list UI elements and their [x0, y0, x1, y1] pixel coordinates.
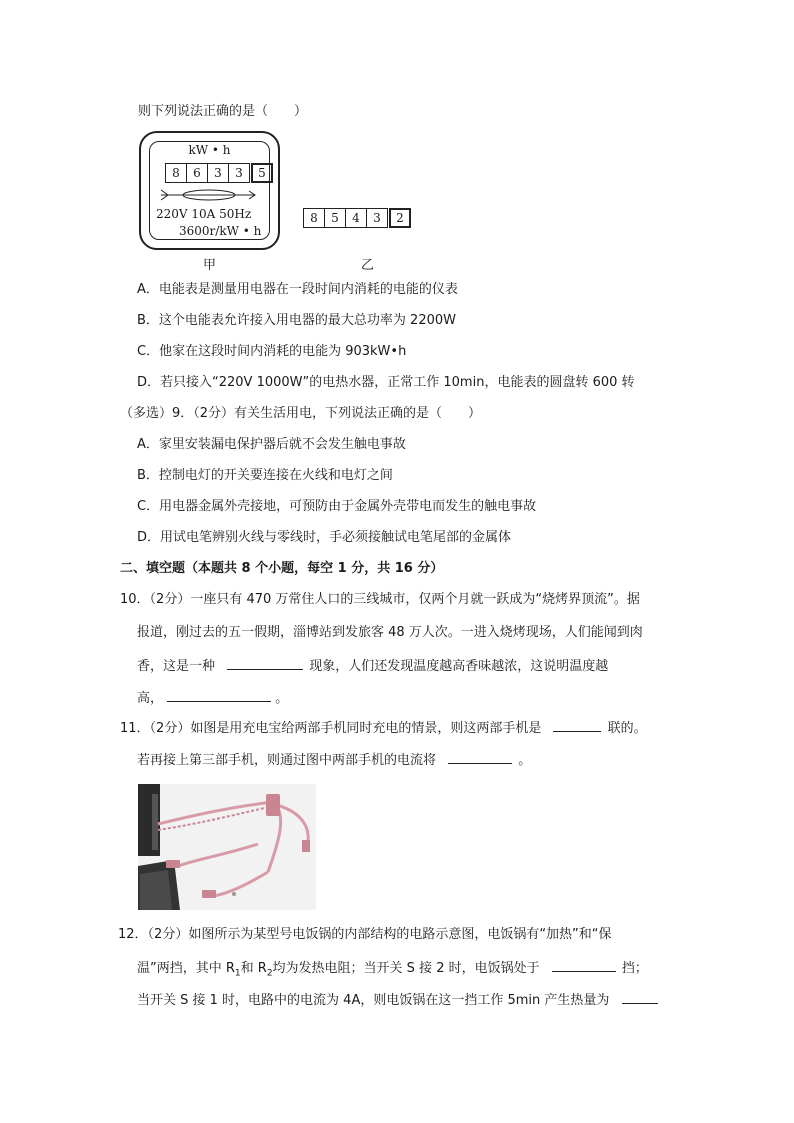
- meter-digit: 8: [303, 208, 325, 228]
- answer-blank[interactable]: [553, 718, 601, 732]
- q11-line-2: [137, 750, 531, 770]
- meter-jia-digits: [166, 163, 273, 183]
- q12-line-2-text-d: 挡；: [621, 961, 648, 976]
- q8-option-c: C．他家在这段时间内消耗的电能为 903kW•h: [137, 344, 407, 359]
- q9-stem: （多选）9．（2分）有关生活用电，下列说法正确的是（ ）: [120, 406, 482, 421]
- meter-digit: 3: [228, 163, 250, 183]
- q12-line-3-text: 当开关 S 接 1 时，电路中的电流为 4A，则电饭锅在这一挡工作 5min 产生热量为: [137, 993, 610, 1008]
- answer-blank[interactable]: [622, 990, 658, 1004]
- q8-option-d: D．若只接入“220V 1000W”的电热水器，正常工作 10min，电能表的圆盘转 600 转: [137, 375, 635, 390]
- meter-disc-arrow-icon: [159, 187, 259, 203]
- q9-option-a: A．家里安装漏电保护器后就不会发生触电事故: [137, 437, 406, 452]
- q9-option-b: B．控制电灯的开关要连接在火线和电灯之间: [137, 468, 393, 483]
- q10-line-3-text-a: 香，这是一种: [137, 659, 216, 674]
- q11-line-1: [120, 718, 647, 738]
- q10-line-4-text-b: 。: [275, 691, 289, 706]
- q12-line-2-text-b: 和 R: [240, 961, 267, 976]
- meter-spec-voltage: 220V 10A 50Hz: [156, 207, 252, 221]
- q10-line-2: 报道，刚过去的五一假期，淄博站到发旅客 48 万人次。一进入烧烤现场，人们能闻到肉: [137, 625, 643, 640]
- q12-line-2-text-a: 温”两挡，其中 R: [137, 961, 235, 976]
- meter-digit: 3: [366, 208, 388, 228]
- meter-digit: 3: [207, 163, 229, 183]
- subscript-1: 1: [234, 968, 241, 979]
- q11-line-1-text-a: 11．（2分）如图是用充电宝给两部手机同时充电的情景，则这两部手机是: [120, 721, 542, 736]
- q10-line-4: [137, 688, 288, 708]
- q12-line-3: [137, 990, 658, 1010]
- q10-line-4-text-a: 高，: [137, 691, 164, 706]
- answer-blank[interactable]: [552, 958, 616, 972]
- answer-blank[interactable]: [448, 750, 512, 764]
- answer-blank[interactable]: [227, 656, 303, 670]
- electric-meter-yi: [304, 208, 411, 228]
- q8-option-b: B．这个电能表允许接入用电器的最大总功率为 2200W: [137, 313, 456, 328]
- q8-stem-tail: 则下列说法正确的是（ ）: [138, 104, 308, 119]
- q8-option-a: A．电能表是测量用电器在一段时间内消耗的电能的仪表: [137, 282, 458, 297]
- meter-unit-label: kW • h: [188, 143, 231, 157]
- q10-line-3: [137, 656, 608, 676]
- q11-line-2-text-b: 。: [518, 753, 532, 768]
- q11-line-1-text-b: 联的。: [607, 721, 647, 736]
- meter-digit: 4: [345, 208, 367, 228]
- q9-option-d: D．用试电笔辨别火线与零线时，手必须接触试电笔尾部的金属体: [137, 530, 512, 545]
- meter-yi-caption: 乙: [361, 258, 375, 273]
- subscript-2: 2: [266, 968, 273, 979]
- power-bank-charging-photo: [138, 784, 316, 910]
- electric-meter-jia: [139, 131, 280, 250]
- meter-jia-caption: 甲: [203, 258, 217, 273]
- answer-blank[interactable]: [167, 688, 271, 702]
- meter-digit-decimal: 2: [389, 208, 411, 228]
- q11-line-2-text-a: 若再接上第三部手机，则通过图中两部手机的电流将: [137, 753, 437, 768]
- meter-digit: 8: [165, 163, 187, 183]
- q10-line-3-text-b: 现象，人们还发现温度越高香味越浓，这说明温度越: [309, 659, 609, 674]
- q9-option-c: C．用电器金属外壳接地，可预防由于金属外壳带电而发生的触电事故: [137, 499, 537, 514]
- meter-spec-revolutions: 3600r/kW • h: [179, 224, 262, 238]
- meter-digit: 6: [186, 163, 208, 183]
- section-heading-fill-blank: 二、填空题（本题共 8 个小题，每空 1 分，共 16 分）: [120, 561, 444, 576]
- meter-digit: 5: [324, 208, 346, 228]
- q10-line-1: 10．（2分）一座只有 470 万常住人口的三线城市，仅两个月就一跃成为“烧烤界顶流”。据: [120, 592, 640, 607]
- q12-line-2: [137, 958, 648, 983]
- q12-line-1: 12．（2分）如图所示为某型号电饭锅的内部结构的电路示意图，电饭锅有“加热”和“保: [118, 927, 612, 942]
- meter-digit-decimal: 5: [251, 163, 273, 183]
- q12-line-2-text-c: 均为发热电阻；当开关 S 接 2 时，电饭锅处于: [272, 961, 540, 976]
